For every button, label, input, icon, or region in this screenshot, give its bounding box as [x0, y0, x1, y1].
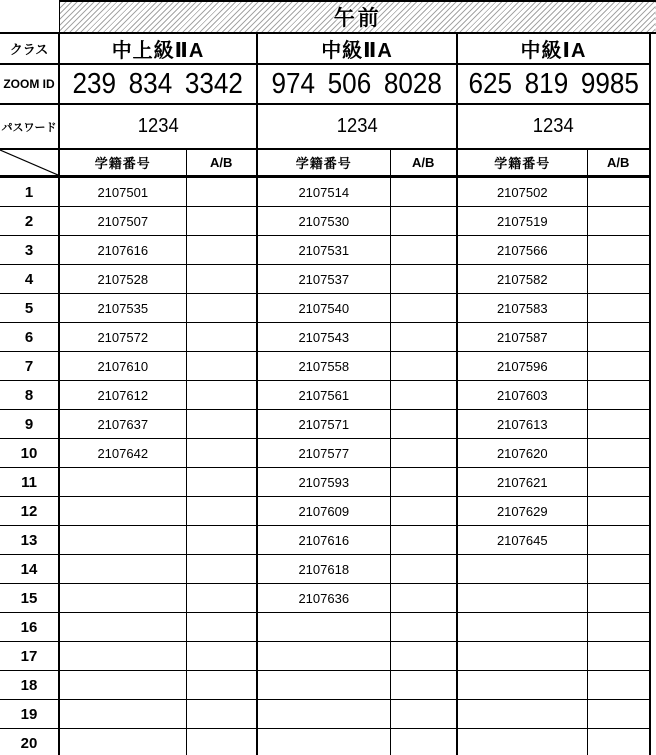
zoom-id-cell-1[interactable]	[59, 64, 257, 104]
student-id-cell[interactable]: 2107558	[257, 352, 390, 381]
ab-cell[interactable]	[587, 265, 650, 294]
student-id-cell[interactable]: 2107616	[257, 526, 390, 555]
student-id-cell[interactable]: 2107530	[257, 207, 390, 236]
student-id-cell[interactable]: 2107502	[457, 177, 587, 207]
ab-cell[interactable]	[587, 207, 650, 236]
ab-cell[interactable]	[390, 381, 457, 410]
ab-cell[interactable]	[587, 177, 650, 207]
table-row	[0, 265, 656, 294]
right-filler	[650, 294, 656, 323]
ab-header-2: A/B	[390, 149, 457, 177]
ab-cell[interactable]	[587, 526, 650, 555]
student-id-cell[interactable]	[59, 526, 186, 555]
session-row	[0, 1, 656, 33]
session-header-cell	[59, 1, 656, 33]
zoom-id-row-label: ZOOM ID	[0, 64, 59, 104]
ab-header-1: A/B	[186, 149, 257, 177]
student-id-cell[interactable]	[59, 642, 186, 671]
student-id-cell[interactable]: 2107621	[457, 468, 587, 497]
zoom-id-cell-2[interactable]	[257, 64, 457, 104]
ab-cell[interactable]	[587, 294, 650, 323]
ab-cell[interactable]	[587, 497, 650, 526]
row-number: 2	[0, 207, 59, 236]
student-id-cell[interactable]	[59, 671, 186, 700]
row-number: 7	[0, 352, 59, 381]
student-id-cell[interactable]	[59, 468, 186, 497]
ab-cell[interactable]	[390, 352, 457, 381]
ab-cell[interactable]	[390, 468, 457, 497]
student-id-cell[interactable]: 2107535	[59, 294, 186, 323]
right-filler	[650, 104, 656, 149]
ab-cell[interactable]	[186, 381, 257, 410]
class-name-row	[0, 33, 656, 64]
zoom-id-value: 974 506 8028	[271, 67, 443, 100]
ab-cell[interactable]	[186, 613, 257, 642]
class-name-cell-1[interactable]: 中上級ⅡA	[59, 33, 257, 64]
student-rows	[0, 177, 656, 755]
ab-cell[interactable]	[390, 323, 457, 352]
student-id-cell[interactable]: 2107531	[257, 236, 390, 265]
ab-cell[interactable]	[186, 555, 257, 584]
table-row	[0, 468, 656, 497]
student-id-cell[interactable]	[59, 729, 186, 755]
right-filler	[650, 236, 656, 265]
table-row	[0, 410, 656, 439]
row-number: 11	[0, 468, 59, 497]
class-name-cell-2[interactable]: 中級ⅡA	[257, 33, 457, 64]
ab-cell[interactable]	[587, 323, 650, 352]
row-number: 16	[0, 613, 59, 642]
corner-blank-cell	[0, 1, 59, 33]
password-cell-2[interactable]	[257, 104, 457, 149]
student-id-cell[interactable]: 2107610	[59, 352, 186, 381]
row-number: 15	[0, 584, 59, 613]
student-id-cell[interactable]: 2107582	[457, 265, 587, 294]
session-title: 午前	[333, 7, 382, 30]
right-filler	[650, 555, 656, 584]
right-filler	[650, 149, 656, 177]
row-number: 9	[0, 410, 59, 439]
ab-header-3: A/B	[587, 149, 650, 177]
student-id-cell[interactable]: 2107583	[457, 294, 587, 323]
ab-cell[interactable]	[587, 671, 650, 700]
ab-cell[interactable]	[390, 410, 457, 439]
row-number: 14	[0, 555, 59, 584]
right-filler	[650, 323, 656, 352]
student-id-cell[interactable]: 2107612	[59, 381, 186, 410]
student-id-cell[interactable]	[59, 700, 186, 729]
student-id-cell[interactable]	[457, 700, 587, 729]
table-row	[0, 642, 656, 671]
table-row	[0, 700, 656, 729]
ab-cell[interactable]	[587, 729, 650, 755]
ab-cell[interactable]	[390, 177, 457, 207]
ab-cell[interactable]	[587, 381, 650, 410]
right-filler	[650, 729, 656, 755]
right-filler	[650, 700, 656, 729]
ab-cell[interactable]	[587, 236, 650, 265]
ab-cell[interactable]	[186, 294, 257, 323]
password-value: 1234	[533, 115, 574, 137]
student-id-cell[interactable]	[257, 700, 390, 729]
right-filler	[650, 410, 656, 439]
ab-cell[interactable]	[587, 468, 650, 497]
ab-cell[interactable]	[390, 497, 457, 526]
table-row	[0, 555, 656, 584]
ab-cell[interactable]	[186, 642, 257, 671]
student-id-cell[interactable]: 2107566	[457, 236, 587, 265]
student-id-cell[interactable]	[257, 729, 390, 755]
ab-cell[interactable]	[186, 497, 257, 526]
ab-cell[interactable]	[186, 526, 257, 555]
table-row	[0, 381, 656, 410]
ab-cell[interactable]	[186, 584, 257, 613]
row-number: 19	[0, 700, 59, 729]
column-header-row	[0, 149, 656, 177]
student-id-cell[interactable]: 2107596	[457, 352, 587, 381]
zoom-id-row	[0, 64, 656, 104]
student-id-header-3: 学籍番号	[457, 149, 587, 177]
student-id-cell[interactable]: 2107501	[59, 177, 186, 207]
student-id-header-1: 学籍番号	[59, 149, 186, 177]
student-id-cell[interactable]	[59, 613, 186, 642]
ab-cell[interactable]	[587, 584, 650, 613]
ab-cell[interactable]	[390, 294, 457, 323]
zoom-id-value: 625 819 9985	[468, 67, 639, 100]
row-number: 3	[0, 236, 59, 265]
ab-cell[interactable]	[390, 265, 457, 294]
student-id-cell[interactable]: 2107507	[59, 207, 186, 236]
row-number: 17	[0, 642, 59, 671]
right-filler	[650, 526, 656, 555]
class-name-cell-3[interactable]: 中級ⅠA	[457, 33, 650, 64]
student-id-cell[interactable]: 2107636	[257, 584, 390, 613]
student-id-cell[interactable]: 2107642	[59, 439, 186, 468]
table-row	[0, 729, 656, 755]
zoom-id-cell-3[interactable]	[457, 64, 650, 104]
student-id-cell[interactable]: 2107620	[457, 439, 587, 468]
student-id-cell[interactable]: 2107618	[257, 555, 390, 584]
ab-cell[interactable]	[390, 642, 457, 671]
table-row	[0, 294, 656, 323]
student-id-cell[interactable]	[257, 642, 390, 671]
ab-cell[interactable]	[186, 323, 257, 352]
student-id-cell[interactable]: 2107587	[457, 323, 587, 352]
ab-cell[interactable]	[186, 700, 257, 729]
ab-cell[interactable]	[390, 584, 457, 613]
right-filler	[650, 439, 656, 468]
table-row	[0, 352, 656, 381]
right-filler	[650, 177, 656, 207]
zoom-id-value: 239 834 3342	[72, 67, 244, 100]
student-id-cell[interactable]: 2107616	[59, 236, 186, 265]
right-filler	[650, 64, 656, 104]
ab-cell[interactable]	[390, 555, 457, 584]
ab-cell[interactable]	[186, 439, 257, 468]
student-id-cell[interactable]	[257, 613, 390, 642]
password-row-label: パスワード	[0, 104, 59, 149]
table-row	[0, 497, 656, 526]
student-id-cell[interactable]: 2107603	[457, 381, 587, 410]
ab-cell[interactable]	[390, 700, 457, 729]
table-row	[0, 584, 656, 613]
student-id-cell[interactable]	[457, 584, 587, 613]
ab-cell[interactable]	[186, 236, 257, 265]
student-id-cell[interactable]	[457, 613, 587, 642]
right-filler	[650, 265, 656, 294]
student-id-cell[interactable]: 2107572	[59, 323, 186, 352]
password-cell-3[interactable]	[457, 104, 650, 149]
ab-cell[interactable]	[587, 642, 650, 671]
class-row-label: クラス	[0, 33, 59, 64]
student-id-cell[interactable]: 2107571	[257, 410, 390, 439]
student-id-cell[interactable]	[59, 497, 186, 526]
right-filler	[650, 584, 656, 613]
ab-cell[interactable]	[587, 352, 650, 381]
ab-cell[interactable]	[390, 729, 457, 755]
row-number: 8	[0, 381, 59, 410]
table-row	[0, 439, 656, 468]
row-number: 13	[0, 526, 59, 555]
diagonal-line	[0, 150, 58, 175]
student-id-cell[interactable]: 2107609	[257, 497, 390, 526]
table-row	[0, 526, 656, 555]
student-id-cell[interactable]: 2107613	[457, 410, 587, 439]
ab-cell[interactable]	[390, 207, 457, 236]
student-id-cell[interactable]: 2107577	[257, 439, 390, 468]
ab-cell[interactable]	[587, 700, 650, 729]
right-filler	[650, 207, 656, 236]
row-number: 6	[0, 323, 59, 352]
ab-cell[interactable]	[186, 352, 257, 381]
ab-cell[interactable]	[186, 729, 257, 755]
table-row	[0, 613, 656, 642]
ab-cell[interactable]	[186, 468, 257, 497]
table-row	[0, 671, 656, 700]
student-id-cell[interactable]: 2107629	[457, 497, 587, 526]
student-id-cell[interactable]: 2107519	[457, 207, 587, 236]
row-number: 18	[0, 671, 59, 700]
student-id-cell[interactable]	[457, 555, 587, 584]
ab-cell[interactable]	[587, 410, 650, 439]
password-value: 1234	[336, 115, 378, 137]
student-id-cell[interactable]: 2107528	[59, 265, 186, 294]
ab-cell[interactable]	[186, 207, 257, 236]
student-id-cell[interactable]	[457, 729, 587, 755]
ab-cell[interactable]	[587, 555, 650, 584]
right-filler	[650, 613, 656, 642]
student-id-cell[interactable]: 2107645	[457, 526, 587, 555]
ab-cell[interactable]	[186, 410, 257, 439]
ab-cell[interactable]	[390, 613, 457, 642]
student-id-cell[interactable]	[59, 555, 186, 584]
student-id-cell[interactable]: 2107514	[257, 177, 390, 207]
ab-cell[interactable]	[390, 236, 457, 265]
password-value: 1234	[137, 115, 179, 137]
ab-cell[interactable]	[587, 439, 650, 468]
student-id-cell[interactable]: 2107543	[257, 323, 390, 352]
right-filler	[650, 352, 656, 381]
password-row	[0, 104, 656, 149]
row-number: 4	[0, 265, 59, 294]
student-id-cell[interactable]: 2107593	[257, 468, 390, 497]
student-id-cell[interactable]	[457, 642, 587, 671]
right-filler	[650, 497, 656, 526]
ab-cell[interactable]	[587, 613, 650, 642]
right-filler	[650, 671, 656, 700]
right-filler	[650, 468, 656, 497]
row-number: 20	[0, 729, 59, 755]
row-number: 10	[0, 439, 59, 468]
student-id-cell[interactable]: 2107637	[59, 410, 186, 439]
student-id-cell[interactable]: 2107561	[257, 381, 390, 410]
row-number: 1	[0, 177, 59, 207]
student-id-cell[interactable]: 2107537	[257, 265, 390, 294]
table-row	[0, 177, 656, 207]
table-row	[0, 236, 656, 265]
student-id-cell[interactable]	[59, 584, 186, 613]
ab-cell[interactable]	[186, 177, 257, 207]
ab-cell[interactable]	[186, 265, 257, 294]
student-id-cell[interactable]: 2107540	[257, 294, 390, 323]
row-number: 12	[0, 497, 59, 526]
ab-cell[interactable]	[390, 526, 457, 555]
ab-cell[interactable]	[186, 671, 257, 700]
ab-cell[interactable]	[390, 439, 457, 468]
diagonal-corner-cell	[0, 149, 59, 177]
student-id-header-2: 学籍番号	[257, 149, 390, 177]
row-number: 5	[0, 294, 59, 323]
student-id-cell[interactable]	[257, 671, 390, 700]
ab-cell[interactable]	[390, 671, 457, 700]
table-row	[0, 323, 656, 352]
student-id-cell[interactable]	[457, 671, 587, 700]
right-filler	[650, 33, 656, 64]
table-row	[0, 207, 656, 236]
password-cell-1[interactable]	[59, 104, 257, 149]
right-filler	[650, 642, 656, 671]
right-filler	[650, 381, 656, 410]
